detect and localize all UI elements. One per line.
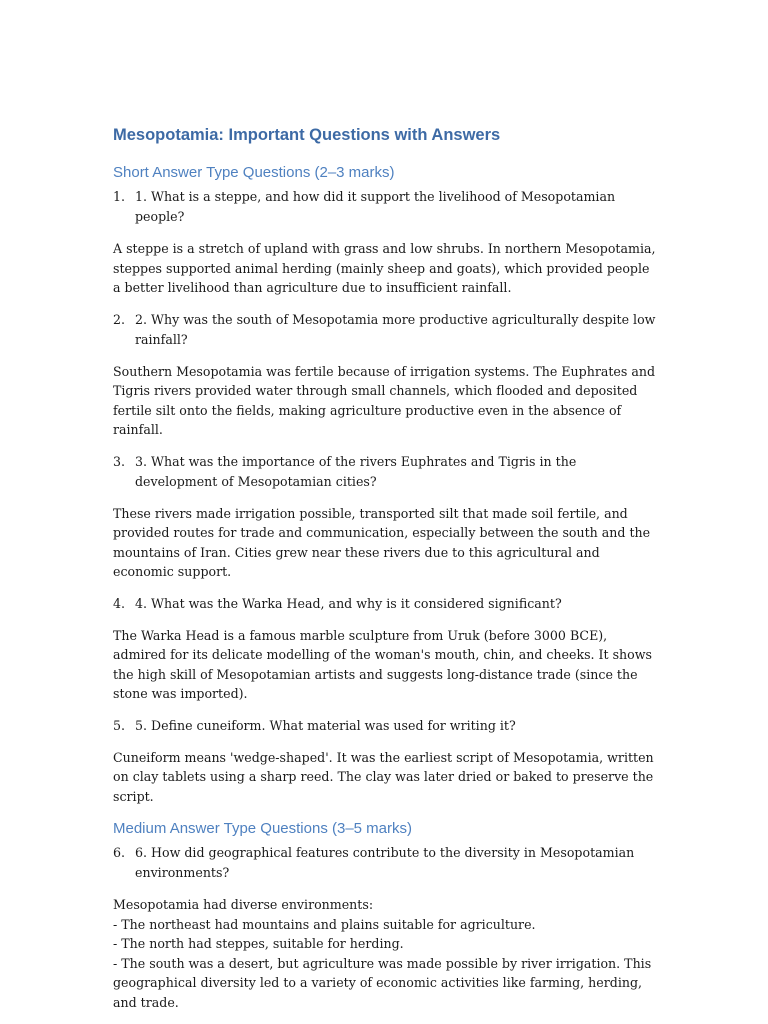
section-short-answer: [113, 162, 658, 806]
answer-line: - The northeast had mountains and plains suitable for agriculture.: [113, 916, 536, 932]
question-item: [113, 594, 658, 614]
question-item: [113, 310, 658, 350]
question-text: 6. How did geographical features contribute to the diversity in Mesopotamian environments?: [135, 845, 635, 880]
answer-text: These rivers made irrigation possible, transported silt that made soil fertile, and provided routes for trade and communication, especially between the south and the mountains of Iran. Cities grew near these rivers due to this agricultural and economic support.: [113, 505, 651, 579]
question-text: 5. Define cuneiform. What material was used for writing it?: [135, 717, 516, 733]
question-item: [113, 843, 658, 883]
question-number: 2.: [113, 311, 126, 327]
question-item: [113, 716, 658, 736]
section-heading: Short Answer Type Questions (2–3 marks): [113, 164, 395, 181]
answer-text: [113, 895, 658, 1012]
document-content: [113, 124, 658, 1024]
question-text: 1. What is a steppe, and how did it support the livelihood of Mesopotamian people?: [135, 189, 616, 224]
answer-line: - The north had steppes, suitable for herding.: [113, 936, 404, 951]
question-number: 5.: [113, 717, 126, 733]
answer-text: Southern Mesopotamia was fertile because of irrigation systems. The Euphrates and Tigris rivers provided water through small channels, which flooded and deposited fertile silt onto the fields, making agriculture productive even in the absence of rainfall.: [113, 363, 656, 437]
section-heading: Medium Answer Type Questions (3–5 marks): [113, 820, 413, 837]
question-number: 6.: [113, 845, 126, 860]
question-text: 4. What was the Warka Head, and why is it considered significant?: [135, 595, 562, 611]
answer-text: The Warka Head is a famous marble sculpture from Uruk (before 3000 BCE), admired for its delicate modelling of the woman's mouth, chin, and cheeks. It shows the high skill of Mesopotamian artists and suggests long-distance trade (since the stone was imported).: [113, 627, 652, 701]
answer-text: Cuneiform means 'wedge-shaped'. It was the earliest script of Mesopotamia, written on clay tablets using a sharp reed. The clay was later dried or baked to preserve the script.: [113, 749, 654, 804]
question-number: 1.: [113, 189, 126, 204]
question-text: 3. What was the importance of the rivers Euphrates and Tigris in the development of Mesopotamian cities?: [135, 453, 577, 489]
document-title: Mesopotamia: Important Questions with Answers: [113, 126, 501, 144]
answer-line: - The south was a desert, but agriculture was made possible by river irrigation. This geographical diversity led to a variety of economic activities like farming, herding, and trade.: [113, 955, 652, 1010]
question-text: 2. Why was the south of Mesopotamia more productive agriculturally despite low rainfall?: [135, 311, 656, 347]
answer-text: A steppe is a stretch of upland with grass and low shrubs. In northern Mesopotamia, steppes supported animal herding (mainly sheep and goats), which provided people a better livelihood than agriculture due to insufficient rainfall.: [113, 241, 656, 295]
question-number: 4.: [113, 595, 126, 611]
question-number: 3.: [113, 453, 126, 469]
section-medium-answer: [113, 818, 658, 1012]
question-item: [113, 187, 658, 227]
answer-line: Mesopotamia had diverse environments:: [113, 897, 374, 912]
question-item: [113, 452, 658, 492]
